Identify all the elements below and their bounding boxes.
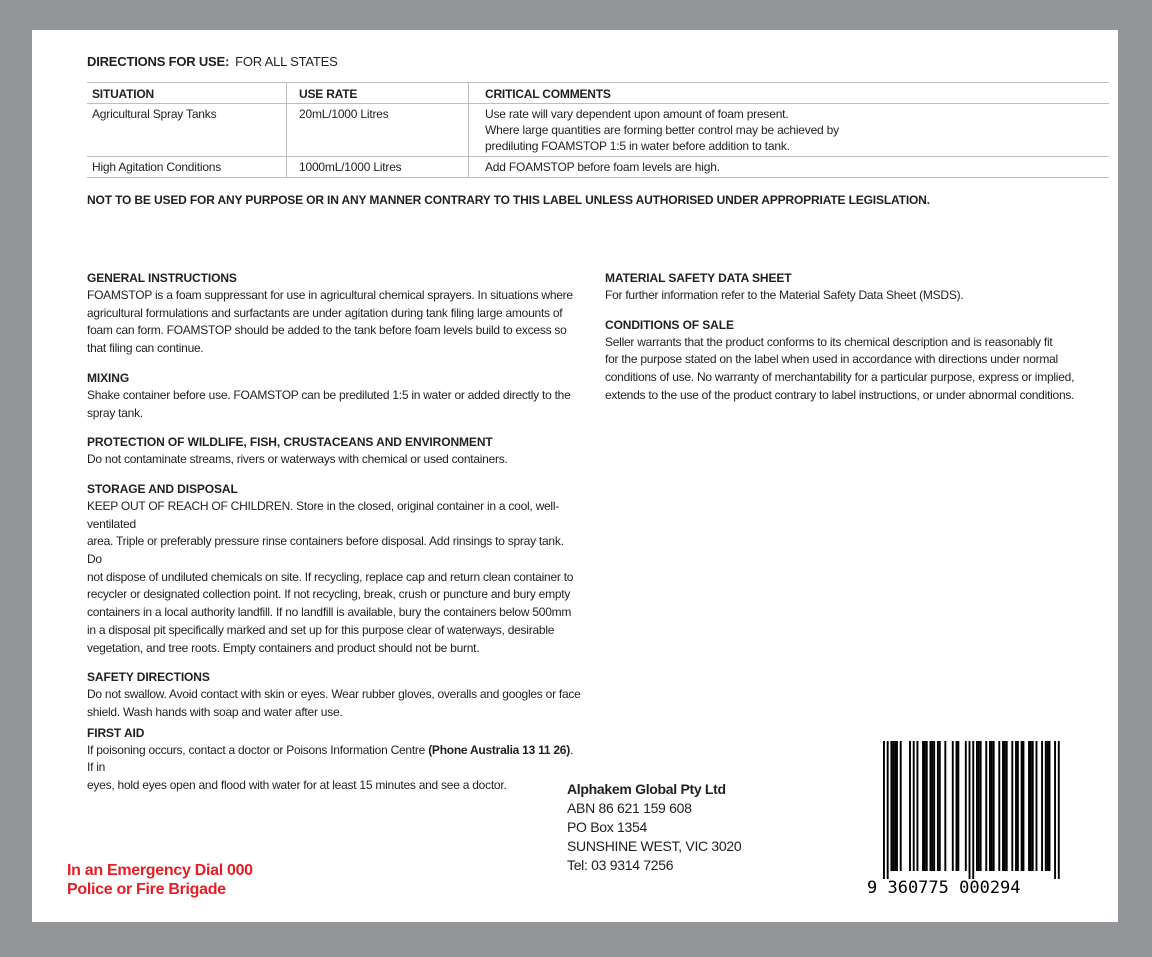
barcode-bar bbox=[913, 741, 915, 871]
directions-title: DIRECTIONS FOR USE: bbox=[87, 54, 230, 69]
body-line: Do not contaminate streams, rivers or waterways with chemical or used containers. bbox=[87, 452, 508, 467]
body-line: spray tank. bbox=[87, 405, 143, 420]
barcode-bar bbox=[931, 741, 933, 871]
barcode-bar bbox=[972, 741, 974, 879]
barcode-bar bbox=[1011, 741, 1013, 871]
barcode-bar bbox=[916, 741, 918, 871]
section-title-msds: MATERIAL SAFETY DATA SHEET bbox=[605, 271, 792, 285]
body-line: FOAMSTOP is a foam suppressant for use in agricultural chemical sprayers. In situations where bbox=[87, 288, 573, 302]
legislation-warning: NOT TO BE USED FOR ANY PURPOSE OR IN ANY MANNER CONTRARY TO THIS LABEL UNLESS AUTHORISED UNDER APPROPRIATE LEGISLATION. bbox=[87, 193, 930, 207]
barcode-bar bbox=[933, 741, 935, 871]
body-line: KEEP OUT OF REACH OF CHILDREN. Store in the closed, original container in a cool, well-ventilated bbox=[87, 498, 559, 531]
use-rate-cell: 20mL/1000 Litres bbox=[287, 104, 469, 157]
barcode-bar bbox=[1054, 741, 1056, 879]
barcode-bar bbox=[957, 741, 959, 871]
table-header-row bbox=[87, 83, 1109, 104]
body-line: agricultural formulations and surfactants are under agitation during tank filing large amounts of bbox=[87, 305, 563, 320]
right-column bbox=[605, 270, 1095, 405]
comments-cell bbox=[469, 104, 1110, 157]
barcode-bar bbox=[952, 741, 954, 871]
first-aid-text: If poisoning occurs, contact a doctor or Poisons Information Centre bbox=[87, 742, 429, 757]
body-line: for the purpose stated on the label when used in accordance with directions under normal bbox=[605, 352, 1058, 367]
barcode-bar bbox=[892, 741, 894, 871]
body-line: Shake container before use. FOAMSTOP can be prediluted 1:5 in water or added directly to the bbox=[87, 387, 571, 402]
barcode-bar bbox=[956, 741, 958, 871]
barcode-bar bbox=[1028, 741, 1030, 871]
comment-line: Where large quantities are forming better control may be achieved by bbox=[485, 123, 839, 137]
table-row bbox=[87, 157, 1109, 178]
barcode-bar bbox=[1032, 741, 1034, 871]
company-suburb: SUNSHINE WEST, VIC 3020 bbox=[567, 838, 742, 854]
section-title-first-aid: FIRST AID bbox=[87, 725, 145, 740]
barcode-bar bbox=[1045, 741, 1047, 871]
barcode-bar bbox=[1047, 741, 1049, 871]
comment-line: Add FOAMSTOP before foam levels are high. bbox=[485, 160, 720, 174]
first-aid-text: . If in bbox=[87, 742, 574, 775]
comments-cell bbox=[469, 157, 1110, 178]
body-line: Seller warrants that the product conforms to its chemical description and is reasonably fit bbox=[605, 334, 1053, 349]
barcode-bar bbox=[896, 741, 898, 871]
body-line: recycler or designated collection point. If not recycling, break, crush or puncture and bury empty bbox=[87, 587, 571, 602]
section-title-safety-directions: SAFETY DIRECTIONS bbox=[87, 670, 210, 685]
column-header-use-rate: USE RATE bbox=[287, 83, 469, 104]
directions-table bbox=[87, 82, 1109, 178]
section-title-conditions-of-sale: CONDITIONS OF SALE bbox=[605, 317, 734, 332]
barcode-bar bbox=[991, 741, 993, 871]
barcode-bar bbox=[1030, 741, 1032, 871]
barcode-bar bbox=[985, 741, 987, 871]
product-label bbox=[32, 30, 1118, 922]
body-line: vegetation, and tree roots. Empty containers and product should not be burnt. bbox=[87, 640, 480, 655]
emergency-line-2: Police or Fire Brigade bbox=[67, 881, 226, 898]
company-phone: Tel: 03 9314 7256 bbox=[567, 857, 674, 873]
body-line: shield. Wash hands with soap and water after use. bbox=[87, 704, 343, 719]
section-title-general-instructions: GENERAL INSTRUCTIONS bbox=[87, 271, 237, 285]
barcode-bar bbox=[1023, 741, 1025, 871]
barcode-bar bbox=[939, 741, 941, 871]
company-address bbox=[567, 780, 741, 875]
barcode-bar bbox=[1058, 741, 1060, 879]
emergency-notice bbox=[67, 861, 253, 899]
company-po-box: PO Box 1354 bbox=[567, 819, 647, 835]
body-line: foam can form. FOAMSTOP should be added to the tank before foam levels build to excess so bbox=[87, 323, 567, 338]
body-line: area. Triple or preferably pressure rinse containers before disposal. Add rinsings to spray tank. Do bbox=[87, 534, 564, 567]
barcode-bar bbox=[1006, 741, 1008, 871]
body-line: that filing can continue. bbox=[87, 341, 204, 356]
body-line: eyes, hold eyes open and flood with water for at least 15 minutes and see a doctor. bbox=[87, 778, 507, 793]
body-line: containers in a local authority landfill. If no landfill is available, bury the containers below 500mm bbox=[87, 605, 572, 620]
table-row bbox=[87, 104, 1109, 157]
barcode-bar bbox=[926, 741, 928, 871]
barcode-bar bbox=[1036, 741, 1038, 871]
barcode-image bbox=[883, 741, 1068, 881]
barcode-bar bbox=[1002, 741, 1004, 871]
barcode-bar bbox=[909, 741, 911, 871]
barcode-bar bbox=[930, 741, 932, 871]
section-title-mixing: MIXING bbox=[87, 370, 130, 385]
body-line: conditions of use. No warranty of merchantability for a particular purpose, express or implied, bbox=[605, 370, 1075, 385]
body-line: Do not swallow. Avoid contact with skin or eyes. Wear rubber gloves, overalls and googles or face bbox=[87, 687, 581, 702]
barcode-bar bbox=[980, 741, 982, 871]
barcode-bar bbox=[978, 741, 980, 871]
barcode-bar bbox=[969, 741, 971, 879]
use-rate-cell: 1000mL/1000 Litres bbox=[287, 157, 469, 178]
situation-cell: Agricultural Spray Tanks bbox=[87, 104, 287, 157]
body-line: in a disposal pit specifically marked and set up for this purpose clear of waterways, desirable bbox=[87, 622, 555, 637]
barcode-bar bbox=[922, 741, 924, 871]
body-line: not dispose of undiluted chemicals on site. If recycling, replace cap and return clean container to bbox=[87, 569, 574, 584]
barcode-bar bbox=[989, 741, 991, 871]
barcode-number: 9 360775 000294 bbox=[867, 878, 1021, 898]
barcode-bar bbox=[1021, 741, 1023, 871]
directions-subtitle: FOR ALL STATES bbox=[235, 54, 338, 69]
emergency-line-1: In an Emergency Dial 000 bbox=[67, 862, 253, 879]
barcode-bar bbox=[998, 741, 1000, 871]
barcode-bar bbox=[965, 741, 967, 871]
barcode-bar bbox=[890, 741, 892, 871]
situation-cell: High Agitation Conditions bbox=[87, 157, 287, 178]
company-abn: ABN 86 621 159 608 bbox=[567, 800, 692, 816]
directions-heading bbox=[87, 54, 338, 69]
left-column bbox=[87, 270, 581, 795]
column-header-critical-comments: CRITICAL COMMENTS bbox=[469, 83, 1110, 104]
comment-line: Use rate will vary dependent upon amount of foam present. bbox=[485, 107, 789, 121]
section-title-protection-of-wildlife: PROTECTION OF WILDLIFE, FISH, CRUSTACEANS AND ENVIRONMENT bbox=[87, 435, 493, 450]
poisons-phone-number: (Phone Australia 13 11 26) bbox=[428, 742, 570, 757]
body-line bbox=[87, 742, 581, 777]
barcode-bar bbox=[1004, 741, 1006, 871]
barcode-bar bbox=[900, 741, 902, 871]
column-header-situation: SITUATION bbox=[87, 83, 287, 104]
body-line: For further information refer to the Material Safety Data Sheet (MSDS). bbox=[605, 288, 964, 302]
barcode-bar bbox=[887, 741, 889, 879]
barcode-bar bbox=[1017, 741, 1019, 871]
barcode-bar bbox=[883, 741, 885, 879]
body-line: extends to the use of the product contrary to label instructions, or under abnormal conditions. bbox=[605, 387, 1075, 402]
comment-line: prediluting FOAMSTOP 1:5 in water before addition to tank. bbox=[485, 139, 790, 153]
barcode-bar bbox=[1041, 741, 1043, 871]
company-name: Alphakem Global Pty Ltd bbox=[567, 781, 726, 797]
barcode-bar bbox=[993, 741, 995, 871]
barcode-bar bbox=[976, 741, 978, 871]
barcode-bar bbox=[937, 741, 939, 871]
barcode-bar bbox=[944, 741, 946, 871]
barcode-bar bbox=[894, 741, 896, 871]
section-title-storage-and-disposal: STORAGE AND DISPOSAL bbox=[87, 481, 238, 496]
barcode-bar bbox=[1049, 741, 1051, 871]
barcode-bar bbox=[924, 741, 926, 871]
barcode-bar bbox=[1015, 741, 1017, 871]
